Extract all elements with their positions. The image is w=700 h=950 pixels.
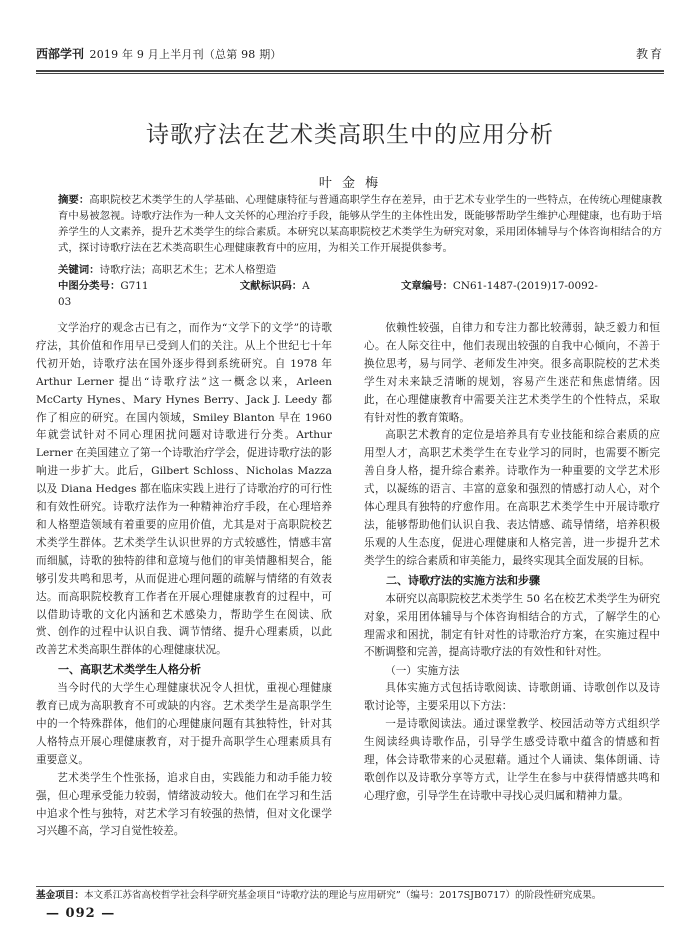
doc-code-label: 文献标识码：: [239, 280, 303, 292]
clc-value: G711: [120, 280, 149, 292]
footnote-rule: [36, 886, 664, 887]
page-number: — 092 —: [46, 906, 116, 921]
keywords-label: 关键词：: [58, 264, 100, 276]
clc-label: 中图分类号：: [58, 280, 121, 292]
body-paragraph: 依赖性较强，自律力和专注力都比较薄弱，缺乏毅力和恒心。在人际交往中，他们表现出较强的自我中心倾向，不善于换位思考，易与同学、老师发生冲突。很多高职院校的艺术类学生对未来缺乏清晰的规划，容易产生迷茫和焦虑情绪。因此，在心理健康教育中需要关注艺术类学生的个性特点，采取有针对性的教育策略。: [364, 322, 660, 424]
funding-note: [36, 889, 664, 903]
subsection-heading: （一）实施方法: [385, 665, 460, 678]
article-title: 诗歌疗法在艺术类高职生中的应用分析: [146, 122, 554, 148]
article-no-value: CN61-1487-(2019)17-0092-03: [58, 280, 598, 308]
funding-label: 基金项目：: [36, 890, 84, 901]
issue-info: 2019 年 9 月上半月刊（总第 98 期）: [89, 48, 282, 61]
body-paragraph: 具体实施方式包括诗歌阅读、诗歌朗诵、诗歌创作以及诗歌讨论等，主要采用以下方法：: [364, 682, 660, 713]
article-no-label: 文章编号：: [400, 280, 453, 292]
running-header: [36, 45, 664, 69]
journal-name: 西部学刊: [36, 47, 85, 61]
abstract: [58, 192, 662, 256]
article-author: 叶 金 梅: [318, 176, 382, 191]
body-paragraph: 本研究以高职院校艺术类学生 50 名在校艺术类学生为研究对象，采用团体辅导与个体咨询相结合的方式，了解学生的心理需求和困扰，制定有针对性的诗歌治疗方案，在实施过程中不断调整和完善，提高诗歌疗法的有效性和针对性。: [364, 592, 660, 659]
header-rule-thin: [36, 73, 664, 74]
keywords: 诗歌疗法；高职艺术生；艺术人格塑造: [99, 264, 277, 276]
article-meta: [58, 262, 662, 310]
body-paragraph: 文学治疗的观念古已有之，而作为“文学下的文学”的诗歌疗法，其价值和作用早已受到人们的关注。从上个世纪七十年代初开始，诗歌疗法在国外逐步得到系统研究。自 1978 年 Arthur Lerner 提出“诗歌疗法”这一概念以来，Arleen McCarty Hynes、Mary Hynes Berry、Jack J. Leedy 都作了相应的研究。在国内领域，Smiley Blanton 早在 1960 年就尝试针对不同心理困扰问题对诗歌进行分类。Arthur Lerner 在美国建立了第一个诗歌治疗学会，促进诗歌疗法的影响进一步扩大。此后，Gilbert Schloss、Nicholas Mazza 以及 Diana Hedges 都在临床实践上进行了诗歌治疗的可行性和有效性研究。诗歌疗法作为一种精神治疗手段，在心理培养和人格塑造领域有着重要的应用价值，尤其是对于高职院校艺术类学生群体。艺术类学生认识世界的方式较感性，情感丰富而细腻，诗歌的独特韵律和意境与他们的审美情趣相契合，能够引发共鸣和思考，从而促进心理问题的疏解与情绪的有效表达。而高职院校教育工作者在开展心理健康教育的过程中，可以借助诗歌的文化内涵和艺术感染力，帮助学生在阅读、欣赏、创作的过程中认识自我、调节情绪、提升心理素质，以此改善艺术类高职生群体的心理健康状况。: [36, 322, 332, 657]
body-column-left: [36, 320, 332, 841]
section-label: 教育: [635, 47, 664, 61]
section-heading-1: 一、高职艺术类学生人格分析: [58, 663, 201, 677]
header-rule-thick: [36, 70, 664, 72]
body-paragraph: 高职艺术教育的定位是培养具有专业技能和综合素质的应用型人才，高职艺术类学生在专业学习的同时，也需要不断完善自身人格，提升综合素养。诗歌作为一种重要的文学艺术形式，以凝练的语言、丰富的意象和强烈的情感打动人心，对个体心理具有独特的疗愈作用。在高职艺术类学生中开展诗歌疗法，能够帮助他们认识自我、表达情感、疏导情绪，培养积极乐观的人生态度，促进心理健康和人格完善，进一步提升艺术类学生的综合素质和审美能力，最终实现其全面发展的目标。: [364, 429, 660, 567]
doc-code-value: A: [302, 280, 310, 292]
section-heading-2: 二、诗歌疗法的实施方法和步骤: [386, 573, 540, 587]
abstract-label: 摘要：: [58, 194, 90, 206]
body-paragraph: 艺术类学生个性张扬，追求自由，实践能力和动手能力较强，但心理承受能力较弱，情绪波动较大。他们在学习和生活中追求个性与独特，对艺术学习有较强的热情，但对文化课学习兴趣不高，学习自觉性较差。: [36, 771, 332, 838]
body-paragraph: 一是诗歌阅读法。通过课堂教学、校园活动等方式组织学生阅读经典诗歌作品，引导学生感受诗歌中蕴含的情感和哲理，体会诗歌带来的心灵慰藉。通过个人诵读、集体朗诵、诗歌创作以及诗歌分享等方式，让学生在参与中获得情感共鸣和心理疗愈，引导学生在诗歌中寻找心灵归属和精神力量。: [364, 718, 660, 802]
body-paragraph: 当今时代的大学生心理健康状况令人担忧，重视心理健康教育已成为高职教育不可或缺的内容。艺术类学生是高职学生中的一个特殊群体，他们的心理健康问题有其独特性，针对其人格特点开展心理健康教育，对于提升高职学生心理素质具有重要意义。: [36, 682, 332, 766]
classification-row: [58, 278, 662, 310]
keywords-row: [58, 262, 662, 278]
abstract-text: 高职院校艺术类学生的人学基础、心理健康特征与普通高职学生存在差异，由于艺术专业学生的一些特点，在传统心理健康教育中易被忽视。诗歌疗法作为一种人文关怀的心理治疗手段，能够从学生的主体性出发，既能够帮助学生维护心理健康，也有助于培养学生的人文素养，提升艺术类学生的综合素质。本研究以某高职院校艺术类学生为研究对象，采用团体辅导与个体咨询相结合的方式，探讨诗歌疗法在艺术类高职生心理健康教育中的应用，为相关工作开展提供参考。: [58, 194, 663, 254]
funding-text: 本文系江苏省高校哲学社会科学研究基金项目“诗歌疗法的理论与应用研究”（编号：2017SJB0717）的阶段性研究成果。: [83, 890, 602, 901]
body-column-right: [364, 320, 660, 806]
